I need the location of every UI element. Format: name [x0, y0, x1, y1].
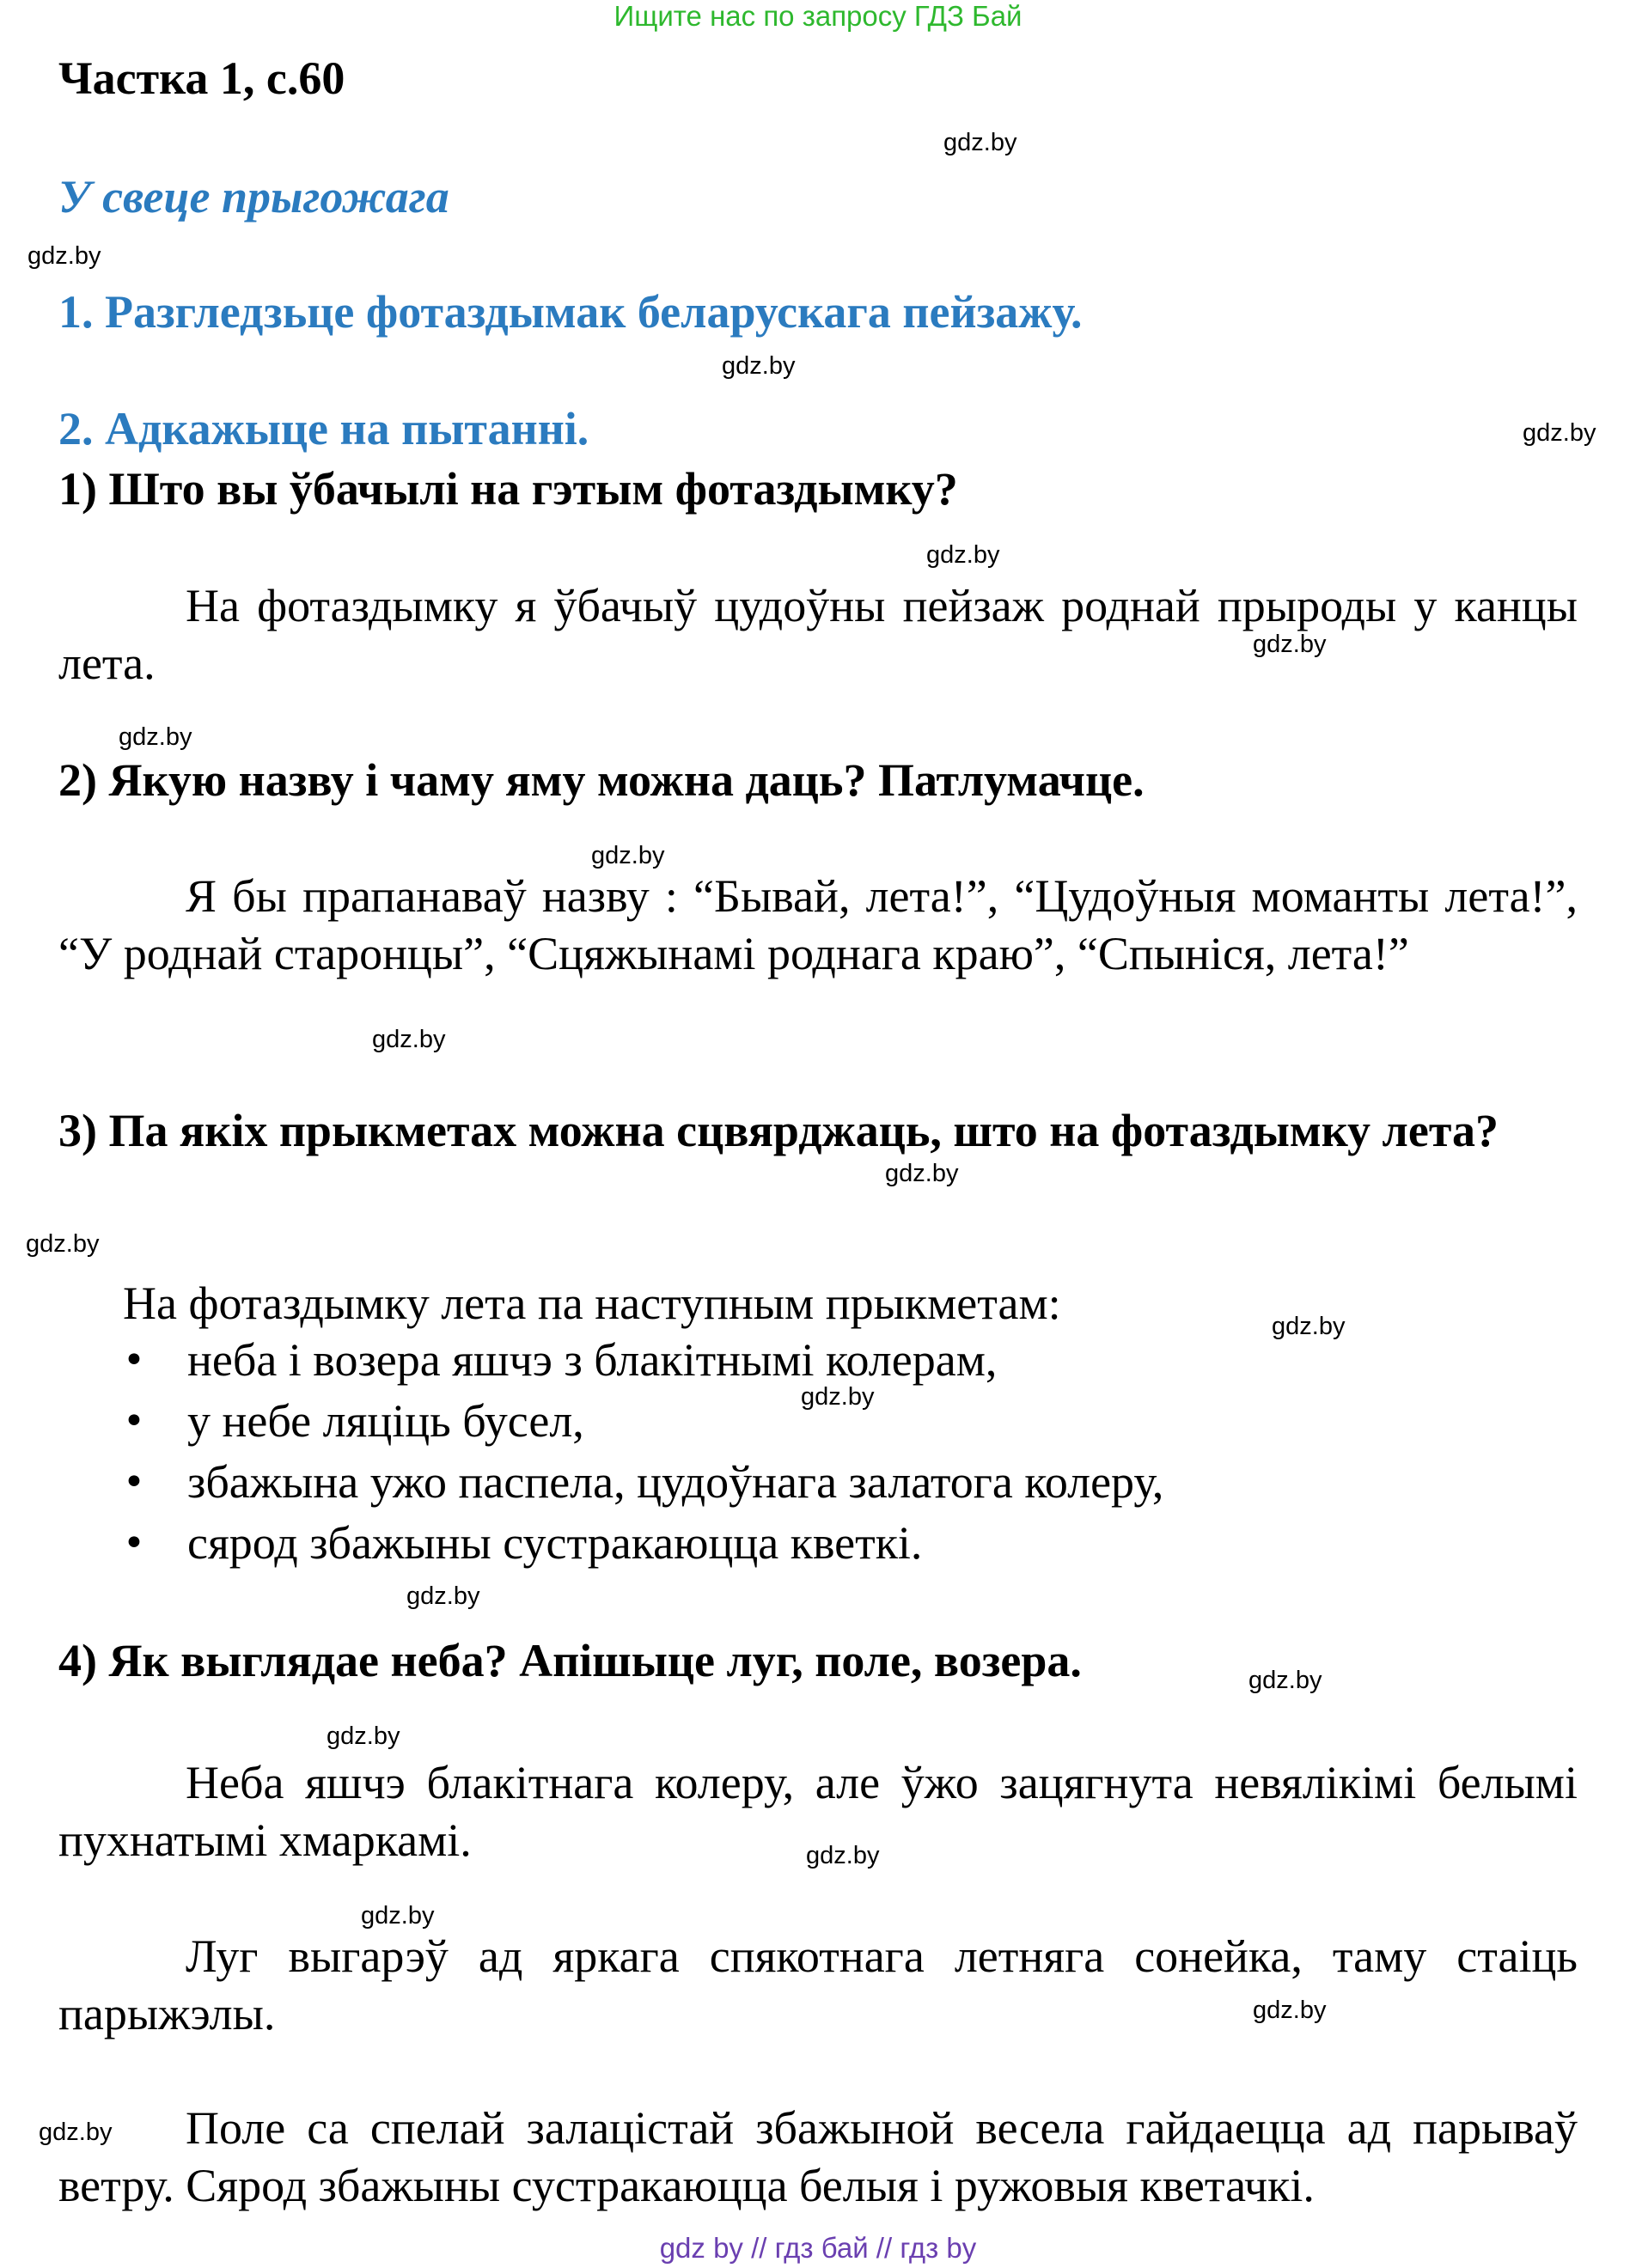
- answer-4-meadow: Луг выгарэў ад яркага спякотнага летняга сонейка, таму стаіць парыжэлы.: [58, 1930, 1578, 2039]
- answer-2: Я бы прапанаваў назву : “Бывай, лета!”, “Цудоўныя моманты лета!”, “У роднай старонцы”, “Сцяжынамі роднага краю”, “Спыніся, лета!”: [58, 870, 1578, 979]
- list-item: [123, 1452, 1163, 1513]
- list-item: [123, 1330, 1163, 1391]
- watermark: gdz.by: [372, 1026, 446, 1053]
- header-note: Ищите нас по запросу ГДЗ Бай: [614, 0, 1022, 32]
- question-2: 2) Якую назву і чаму яму можна даць? Патлумачце.: [58, 754, 1145, 806]
- bullet-icon: •: [123, 1460, 145, 1504]
- watermark: gdz.by: [1272, 1313, 1346, 1340]
- watermark: gdz.by: [926, 541, 1000, 569]
- section-title: У свеце прыгожага: [58, 171, 449, 223]
- watermark: gdz.by: [26, 1230, 100, 1258]
- part-heading: Частка 1, с.60: [58, 52, 345, 104]
- watermark: gdz.by: [406, 1582, 480, 1610]
- question-4: 4) Як выглядае неба? Апішыце луг, поле, возера.: [58, 1635, 1082, 1686]
- question-3: 3) Па якіх прыкметах можна сцвярджаць, што на фотаздымку лета?: [58, 1105, 1499, 1156]
- watermark: gdz.by: [722, 352, 796, 380]
- bullet-icon: •: [123, 1521, 145, 1565]
- list-item-text: збажына ужо паспела, цудоўнага залатога колеру,: [187, 1456, 1164, 1508]
- watermark: gdz.by: [591, 842, 665, 869]
- watermark: gdz.by: [327, 1722, 400, 1750]
- watermark: gdz.by: [885, 1160, 959, 1187]
- list-item-text: у небе ляціць бусел,: [187, 1395, 584, 1447]
- question-1: 1) Што вы ўбачылі на гэтым фотаздымку?: [58, 463, 958, 515]
- list-item: [123, 1513, 1163, 1574]
- watermark: gdz.by: [1523, 419, 1596, 447]
- answer-4-field: Поле са спелай залацістай збажыной весела гайдаецца ад парываў ветру. Сярод збажыны сустракаюцца белыя і ружовыя кветачкі.: [58, 2102, 1578, 2211]
- bullet-icon: •: [123, 1338, 145, 1382]
- answer-4-sky: Неба яшчэ блакітнага колеру, але ўжо зацягнута невялікімі белымі пухнатымі хмаркамі.: [58, 1757, 1578, 1866]
- watermark: gdz.by: [806, 1842, 880, 1869]
- watermark: gdz.by: [39, 2119, 113, 2146]
- answer-3-lead: На фотаздымку лета па наступным прыкметам:: [123, 1277, 1061, 1329]
- bullet-icon: •: [123, 1399, 145, 1443]
- footer-note: gdz by // гдз бай // гдз by: [659, 2232, 977, 2264]
- task-2-heading: 2. Адкажыце на пытанні.: [58, 403, 589, 454]
- answer-3-list: [123, 1330, 1163, 1574]
- list-item-text: неба і возера яшчэ з блакітнымі колерам,: [187, 1334, 998, 1386]
- list-item-text: сярод збажыны сустракаюцца кветкі.: [187, 1517, 923, 1569]
- watermark: gdz.by: [361, 1902, 435, 1930]
- answer-1: На фотаздымку я ўбачыў цудоўны пейзаж роднай прыроды у канцы лета.: [58, 580, 1578, 689]
- list-item: [123, 1391, 1163, 1452]
- watermark: gdz.by: [1253, 631, 1327, 658]
- watermark: gdz.by: [1248, 1667, 1322, 1694]
- watermark: gdz.by: [27, 242, 101, 270]
- watermark: gdz.by: [801, 1383, 875, 1411]
- watermark: gdz.by: [943, 129, 1017, 156]
- watermark: gdz.by: [1253, 1997, 1327, 2024]
- watermark: gdz.by: [119, 723, 192, 751]
- task-1-heading: 1. Разгледзьце фотаздымак беларускага пейзажу.: [58, 286, 1083, 338]
